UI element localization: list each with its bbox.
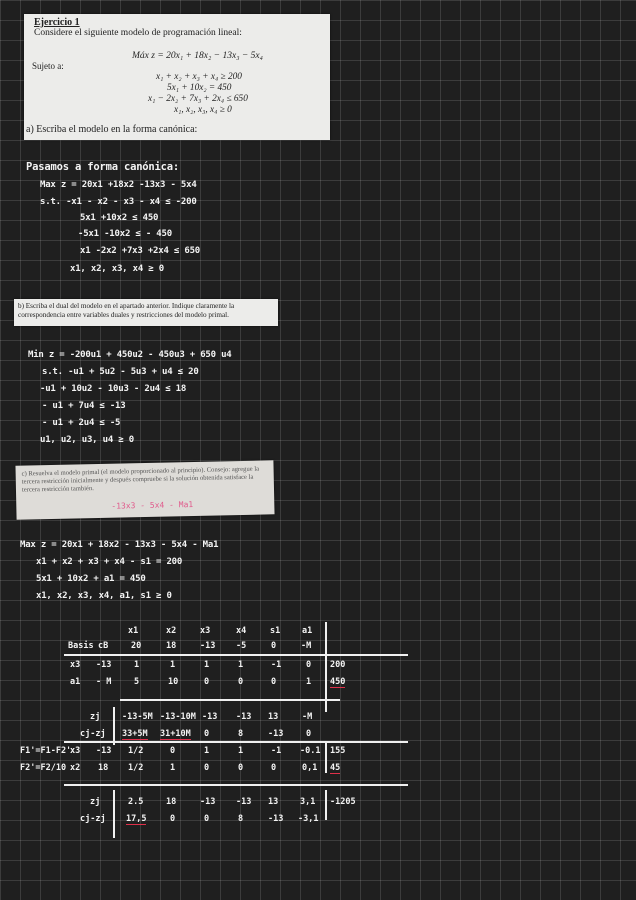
canonical-line-4: -5x1 -10x2 ≤ - 450 bbox=[78, 229, 172, 239]
dual-line-1: Min z = -200u1 + 450u2 - 450u3 + 650 u4 bbox=[28, 350, 232, 360]
dual-line-6: u1, u2, u3, u4 ≥ 0 bbox=[40, 435, 134, 445]
cjzj1-x3: 0 bbox=[204, 729, 210, 739]
canonical-line-1: Max z = 20x1 +18x2 -13x3 - 5x4 bbox=[40, 180, 197, 190]
cost-s1: 0 bbox=[271, 641, 277, 651]
canonical-heading: Pasamos a forma canónica: bbox=[26, 161, 180, 173]
row4-operation: F2'=F2/10 bbox=[20, 763, 67, 773]
cjzj1-x1: 33+5M bbox=[122, 729, 148, 739]
row3-rhs: 155 bbox=[330, 746, 346, 756]
exercise-intro: Considere el siguiente modelo de programación lineal: bbox=[34, 28, 242, 38]
phase-line-2: x1 + x2 + x3 + x4 - s1 = 200 bbox=[36, 557, 183, 567]
zj-separator bbox=[120, 699, 340, 701]
constraint-2: 5x₁ + 10x₂ = 450 bbox=[167, 83, 232, 93]
cjzj2-x2: 0 bbox=[170, 814, 176, 824]
cjzj1-s1: -13 bbox=[268, 729, 284, 739]
question-c: c) Resuelva el modelo primal (el modelo proporcionado al principio). Consejo: agregue la tercera restricción inicialmente y después compruebe si la solución obtenida satisface la tercera restricción también. bbox=[21, 465, 260, 494]
row3-a1: -0.1 bbox=[300, 746, 321, 756]
row3-x3: 1 bbox=[204, 746, 210, 756]
row3-x2: 0 bbox=[170, 746, 176, 756]
cjzj1-x4: 8 bbox=[238, 729, 244, 739]
header-s1: s1 bbox=[270, 626, 281, 636]
nonnegativity: x₁, x₂, x₃, x₄ ≥ 0 bbox=[174, 105, 232, 115]
cjzj2-x4: 8 bbox=[238, 814, 244, 824]
rhs-divider-3 bbox=[325, 790, 327, 820]
subject-to-label: Sujeto a: bbox=[32, 61, 64, 71]
cjzj2-label: cj-zj bbox=[80, 814, 106, 824]
zj2-label: zj bbox=[90, 797, 101, 807]
cost-x1: 20 bbox=[131, 641, 142, 651]
phase-line-4: x1, x2, x3, x4, a1, s1 ≥ 0 bbox=[36, 591, 172, 601]
canonical-line-5: x1 -2x2 +7x3 +2x4 ≤ 650 bbox=[80, 246, 201, 256]
exercise-statement-paper bbox=[24, 14, 330, 140]
question-b: b) Escriba el dual del modelo en el apartado anterior. Indique claramente la correspondencia entre variables duales y restricciones del modelo primal. bbox=[18, 302, 235, 319]
canonical-line-2: s.t. -x1 - x2 - x3 - x4 ≤ -200 bbox=[40, 197, 197, 207]
cost-x4: -5 bbox=[236, 641, 247, 651]
zj2-s1: 13 bbox=[268, 797, 279, 807]
rhs-divider-2 bbox=[325, 741, 327, 773]
header-x4: x4 bbox=[236, 626, 247, 636]
header-x1: x1 bbox=[128, 626, 139, 636]
objective-function: Máx z = 20x₁ + 18x₂ − 13x₃ − 5x₄ bbox=[132, 51, 263, 61]
zj1-x4: -13 bbox=[236, 712, 252, 722]
cjzj2-x1: 17,5 bbox=[126, 814, 147, 824]
header-a1: a1 bbox=[302, 626, 313, 636]
row3-x1: 1/2 bbox=[128, 746, 144, 756]
phase-line-1: Max z = 20x1 + 18x2 - 13x3 - 5x4 - Ma1 bbox=[20, 540, 219, 550]
row1-x4: 1 bbox=[238, 660, 244, 670]
row4-x2: 1 bbox=[170, 763, 176, 773]
canonical-line-3: 5x1 +10x2 ≤ 450 bbox=[80, 213, 159, 223]
row3-cb: -13 bbox=[96, 746, 112, 756]
row1-x3: 1 bbox=[204, 660, 210, 670]
dual-line-5: - u1 + 2u4 ≤ -5 bbox=[42, 418, 121, 428]
iteration-rule-2 bbox=[64, 784, 408, 786]
row1-rhs: 200 bbox=[330, 660, 346, 670]
cb-label: cB bbox=[98, 641, 109, 651]
row1-s1: -1 bbox=[271, 660, 282, 670]
cjzj1-x2: 31+10M bbox=[160, 729, 191, 739]
zj2-divider bbox=[113, 790, 115, 838]
cjzj2-s1: -13 bbox=[268, 814, 284, 824]
row2-basis: a1 bbox=[70, 677, 81, 687]
phase-line-3: 5x1 + 10x2 + a1 = 450 bbox=[36, 574, 146, 584]
row4-x4: 0 bbox=[238, 763, 244, 773]
header-x3: x3 bbox=[200, 626, 211, 636]
question-b-paper bbox=[14, 299, 278, 326]
row1-x2: 1 bbox=[170, 660, 176, 670]
zj1-x2: -13-10M bbox=[160, 712, 196, 722]
exercise-title: Ejercicio 1 bbox=[34, 17, 80, 28]
zj2-rhs: -1205 bbox=[330, 797, 356, 807]
row2-x1: 5 bbox=[134, 677, 140, 687]
cost-x2: 18 bbox=[166, 641, 177, 651]
row2-a1: 1 bbox=[306, 677, 312, 687]
cjzj2-a1: -3,1 bbox=[298, 814, 319, 824]
zj2-x1: 2.5 bbox=[128, 797, 144, 807]
zj2-x4: -13 bbox=[236, 797, 252, 807]
row4-x1: 1/2 bbox=[128, 763, 144, 773]
row4-s1: 0 bbox=[271, 763, 277, 773]
row1-x1: 1 bbox=[134, 660, 140, 670]
iteration-rule bbox=[64, 741, 408, 743]
row1-cb: -13 bbox=[96, 660, 112, 670]
cjzj1-label: cj-zj bbox=[80, 729, 106, 739]
row4-basis: x2 bbox=[70, 763, 81, 773]
row1-basis: x3 bbox=[70, 660, 81, 670]
row3-basis: x3 bbox=[70, 746, 81, 756]
row4-rhs: 45 bbox=[330, 763, 341, 773]
zj1-x1: -13-5M bbox=[122, 712, 153, 722]
question-c-handwriting: -13x3 - 5x4 - Ma1 bbox=[111, 499, 194, 511]
cost-x3: -13 bbox=[200, 641, 216, 651]
header-x2: x2 bbox=[166, 626, 177, 636]
row4-x3: 0 bbox=[204, 763, 210, 773]
zj1-divider bbox=[113, 707, 115, 745]
row2-rhs: 450 bbox=[330, 677, 346, 687]
constraint-3: x₁ − 2x₂ + 7x₃ + 2x₄ ≤ 650 bbox=[148, 94, 248, 104]
row1-a1: 0 bbox=[306, 660, 312, 670]
cjzj1-a1: 0 bbox=[306, 729, 312, 739]
row3-s1: -1 bbox=[271, 746, 282, 756]
question-a: a) Escriba el modelo en la forma canónica: bbox=[26, 124, 198, 135]
tableau-header-rule bbox=[64, 654, 408, 656]
row2-x4: 0 bbox=[238, 677, 244, 687]
zj1-x3: -13 bbox=[202, 712, 218, 722]
cjzj2-x3: 0 bbox=[204, 814, 210, 824]
zj2-x2: 18 bbox=[166, 797, 177, 807]
row2-cb: - M bbox=[96, 677, 112, 687]
dual-line-2: s.t. -u1 + 5u2 - 5u3 + u4 ≤ 20 bbox=[42, 367, 199, 377]
row2-x2: 10 bbox=[168, 677, 179, 687]
row4-a1: 0,1 bbox=[302, 763, 318, 773]
question-c-paper bbox=[15, 460, 274, 519]
constraint-1: x₁ + x₂ + x₃ + x₄ ≥ 200 bbox=[156, 72, 242, 82]
dual-line-3: -u1 + 10u2 - 10u3 - 2u4 ≤ 18 bbox=[40, 384, 187, 394]
zj2-x3: -13 bbox=[200, 797, 216, 807]
cost-a1: -M bbox=[301, 641, 312, 651]
row3-x4: 1 bbox=[238, 746, 244, 756]
row3-operation: F1'=F1-F2' bbox=[20, 746, 72, 756]
row2-x3: 0 bbox=[204, 677, 210, 687]
basis-label: Basis bbox=[68, 641, 94, 651]
zj1-a1: -M bbox=[302, 712, 313, 722]
row2-s1: 0 bbox=[271, 677, 277, 687]
zj1-label: zj bbox=[90, 712, 101, 722]
zj1-s1: 13 bbox=[268, 712, 279, 722]
dual-line-4: - u1 + 7u4 ≤ -13 bbox=[42, 401, 126, 411]
zj2-a1: 3,1 bbox=[300, 797, 316, 807]
canonical-line-6: x1, x2, x3, x4 ≥ 0 bbox=[70, 264, 164, 274]
row4-cb: 18 bbox=[98, 763, 109, 773]
